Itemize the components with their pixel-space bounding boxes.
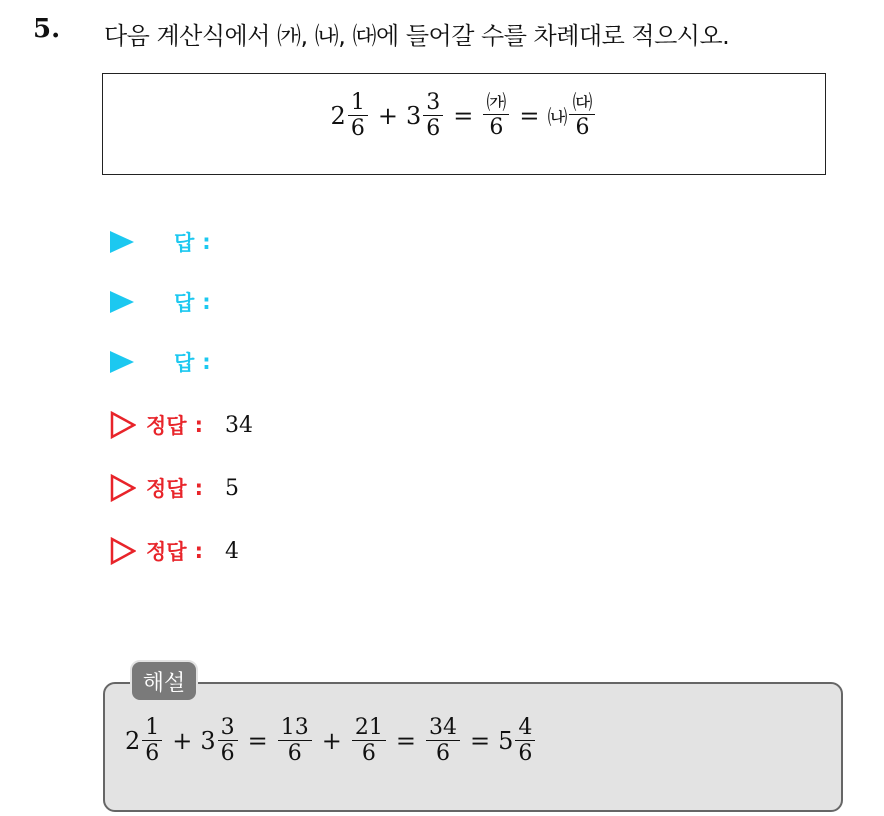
operator: + [321, 726, 342, 755]
play-arrow-icon [110, 351, 134, 373]
fraction [483, 91, 509, 140]
numerator-blank-c: ㈐ [569, 91, 595, 115]
operator: = [470, 726, 491, 755]
fraction [218, 715, 238, 767]
answer-row-1[interactable] [110, 222, 211, 262]
denominator: 6 [426, 116, 441, 142]
operator: = [247, 726, 268, 755]
outline-arrow-icon [110, 537, 136, 565]
key-colon: : [194, 476, 203, 500]
whole-number: 2 [330, 101, 346, 130]
whole-number: 3 [405, 101, 422, 130]
numerator: 1 [142, 715, 162, 741]
denominator: 6 [220, 741, 235, 767]
answer-colon: : [202, 350, 211, 374]
key-row-3 [110, 531, 239, 571]
whole-number: 5 [498, 726, 514, 755]
answer-label: 답 [174, 351, 195, 375]
denominator: 6 [287, 741, 302, 767]
operator: = [453, 101, 474, 130]
key-colon: : [194, 413, 203, 437]
fraction [515, 715, 535, 767]
key-row-2 [110, 468, 239, 508]
play-arrow-icon [110, 291, 134, 313]
fraction [352, 715, 386, 767]
question-number: 5. [33, 14, 61, 44]
operator: = [395, 726, 416, 755]
blank-b: ㈏ [547, 105, 568, 130]
answer-row-2[interactable] [110, 282, 211, 322]
solution-equation [125, 715, 537, 767]
denominator: 6 [575, 115, 590, 141]
key-label: 정답 [146, 414, 187, 438]
operator: = [519, 101, 540, 130]
numerator: 34 [426, 715, 460, 741]
denominator: 6 [350, 116, 365, 142]
key-colon: : [194, 539, 203, 563]
numerator: 3 [218, 715, 238, 741]
equation-box [102, 73, 826, 175]
key-label: 정답 [146, 540, 187, 564]
key-row-1 [110, 405, 253, 445]
whole-number: 3 [200, 726, 216, 755]
fraction [426, 715, 460, 767]
outline-arrow-icon [110, 411, 136, 439]
numerator: 3 [423, 90, 443, 116]
fraction [278, 715, 312, 767]
play-arrow-icon [110, 231, 134, 253]
outline-arrow-icon [110, 474, 136, 502]
denominator: 6 [145, 741, 160, 767]
answer-colon: : [202, 230, 211, 254]
fraction [569, 91, 595, 140]
fraction [348, 90, 368, 142]
key-value: 34 [224, 412, 253, 438]
numerator: 13 [278, 715, 312, 741]
whole-number: 2 [125, 726, 141, 755]
numerator: 4 [515, 715, 535, 741]
key-label: 정답 [146, 477, 187, 501]
question-text: 다음 계산식에서 ㈎, ㈏, ㈐에 들어갈 수를 차례대로 적으시오. [104, 22, 730, 50]
answer-label: 답 [174, 291, 195, 315]
key-value: 4 [224, 538, 239, 564]
fraction [423, 90, 443, 142]
denominator: 6 [518, 741, 533, 767]
answer-colon: : [202, 290, 211, 314]
key-value: 5 [224, 475, 239, 501]
numerator-blank-a: ㈎ [483, 91, 509, 115]
solution-tab: 해설 [130, 660, 198, 702]
answer-row-3[interactable] [110, 342, 211, 382]
equation [103, 90, 825, 142]
denominator: 6 [489, 115, 504, 141]
answer-label: 답 [174, 231, 195, 255]
denominator: 6 [361, 741, 376, 767]
operator: + [377, 101, 398, 130]
numerator: 1 [348, 90, 368, 116]
denominator: 6 [436, 741, 450, 767]
operator: + [172, 726, 193, 755]
fraction [142, 715, 162, 767]
numerator: 21 [352, 715, 386, 741]
